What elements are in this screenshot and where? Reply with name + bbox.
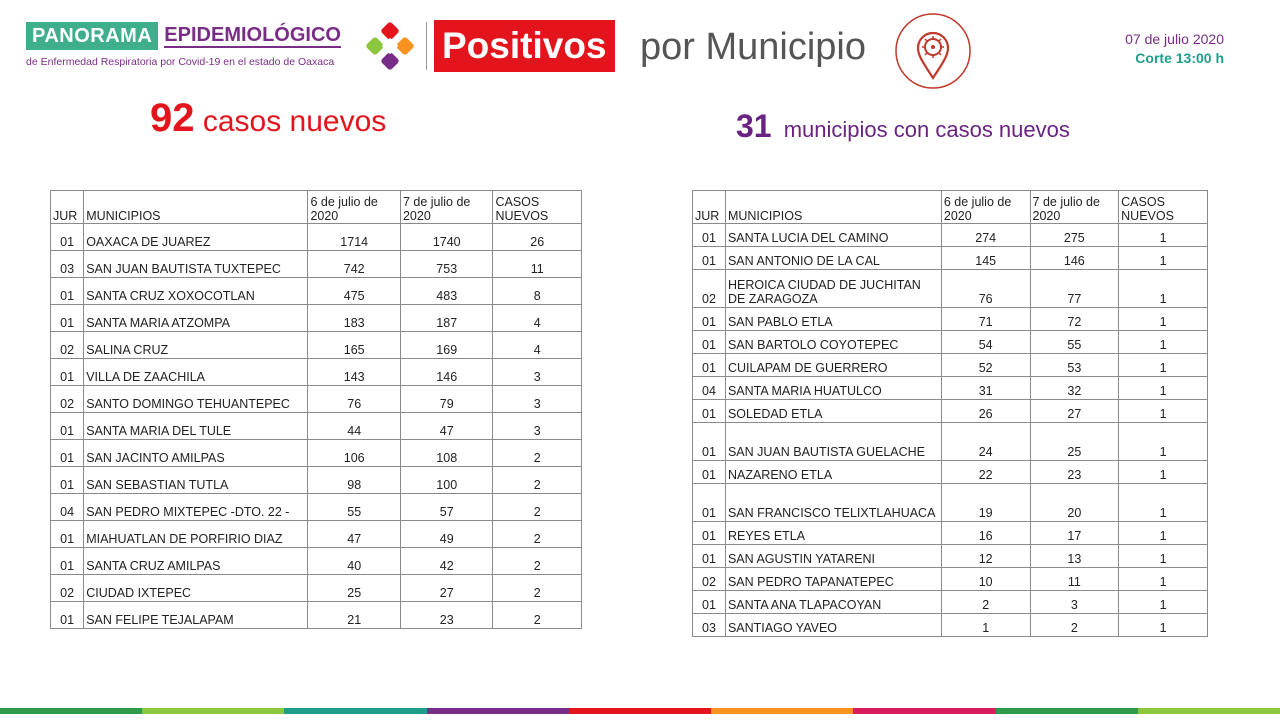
cell-cases-jul7: 20 bbox=[1030, 484, 1119, 522]
new-cases-label: casos nuevos bbox=[202, 105, 387, 138]
bar-segment bbox=[569, 708, 711, 714]
header-divider bbox=[426, 22, 427, 70]
cell-jur: 01 bbox=[693, 354, 726, 377]
table-row bbox=[693, 423, 1208, 461]
cell-jur: 01 bbox=[693, 400, 726, 423]
cell-jur: 01 bbox=[693, 331, 726, 354]
cell-new-cases: 1 bbox=[1119, 461, 1208, 484]
cell-cases-jul7: 187 bbox=[400, 305, 493, 332]
table-row bbox=[51, 548, 582, 575]
table-row bbox=[693, 224, 1208, 247]
col-municipios-header: MUNICIPIOS bbox=[84, 191, 308, 224]
cell-new-cases: 1 bbox=[1119, 484, 1208, 522]
cell-municipio: SAN PEDRO MIXTEPEC -DTO. 22 - bbox=[84, 494, 308, 521]
table-header-row bbox=[51, 191, 582, 224]
col-date1-header: 6 de julio de 2020 bbox=[308, 191, 401, 224]
col-casos-header: CASOS NUEVOS bbox=[1119, 191, 1208, 224]
brand-title: EPIDEMIOLÓGICO bbox=[164, 24, 341, 46]
cell-cases-jul6: 54 bbox=[941, 331, 1030, 354]
cell-cases-jul6: 106 bbox=[308, 440, 401, 467]
cell-cases-jul7: 11 bbox=[1030, 568, 1119, 591]
cell-cases-jul7: 3 bbox=[1030, 591, 1119, 614]
cell-cases-jul6: 76 bbox=[941, 270, 1030, 308]
cell-cases-jul7: 27 bbox=[400, 575, 493, 602]
cell-new-cases: 2 bbox=[493, 467, 582, 494]
cell-municipio: SANTA CRUZ AMILPAS bbox=[84, 548, 308, 575]
cell-cases-jul7: 1740 bbox=[400, 224, 493, 251]
cell-new-cases: 1 bbox=[1119, 270, 1208, 308]
cell-cases-jul7: 23 bbox=[400, 602, 493, 629]
cell-jur: 03 bbox=[51, 251, 84, 278]
table-row bbox=[51, 440, 582, 467]
cell-cases-jul6: 1 bbox=[941, 614, 1030, 637]
cell-cases-jul6: 71 bbox=[941, 308, 1030, 331]
col-date2-header: 7 de julio de 2020 bbox=[400, 191, 493, 224]
cell-jur: 01 bbox=[51, 278, 84, 305]
new-cases-number: 92 bbox=[150, 96, 195, 140]
table-row bbox=[51, 467, 582, 494]
table-row bbox=[51, 278, 582, 305]
cell-cases-jul7: 79 bbox=[400, 386, 493, 413]
cell-jur: 02 bbox=[51, 332, 84, 359]
cell-jur: 04 bbox=[693, 377, 726, 400]
table-row bbox=[693, 591, 1208, 614]
cell-cases-jul6: 183 bbox=[308, 305, 401, 332]
cell-jur: 01 bbox=[51, 521, 84, 548]
table-row bbox=[693, 545, 1208, 568]
cell-municipio: SAN PEDRO TAPANATEPEC bbox=[725, 568, 941, 591]
table-row bbox=[693, 614, 1208, 637]
cell-new-cases: 1 bbox=[1119, 308, 1208, 331]
cell-municipio: HEROICA CIUDAD DE JUCHITAN DE ZARAGOZA bbox=[725, 270, 941, 308]
cell-cases-jul6: 1714 bbox=[308, 224, 401, 251]
cell-jur: 01 bbox=[51, 359, 84, 386]
table-row bbox=[693, 522, 1208, 545]
cell-cases-jul6: 21 bbox=[308, 602, 401, 629]
table-row bbox=[51, 575, 582, 602]
cell-cases-jul7: 146 bbox=[400, 359, 493, 386]
cell-new-cases: 1 bbox=[1119, 331, 1208, 354]
cell-cases-jul7: 100 bbox=[400, 467, 493, 494]
cell-new-cases: 11 bbox=[493, 251, 582, 278]
cell-municipio: SAN ANTONIO DE LA CAL bbox=[725, 247, 941, 270]
bar-segment bbox=[0, 708, 142, 714]
cell-municipio: SALINA CRUZ bbox=[84, 332, 308, 359]
cell-new-cases: 1 bbox=[1119, 247, 1208, 270]
cell-cases-jul7: 146 bbox=[1030, 247, 1119, 270]
col-jur-header: JUR bbox=[693, 191, 726, 224]
cell-cases-jul6: 52 bbox=[941, 354, 1030, 377]
municipalities-summary bbox=[736, 108, 1070, 145]
cell-new-cases: 2 bbox=[493, 548, 582, 575]
table-row bbox=[693, 461, 1208, 484]
cell-cases-jul7: 169 bbox=[400, 332, 493, 359]
cell-new-cases: 1 bbox=[1119, 224, 1208, 247]
cell-new-cases: 1 bbox=[1119, 545, 1208, 568]
cell-cases-jul6: 26 bbox=[941, 400, 1030, 423]
cell-cases-jul7: 55 bbox=[1030, 331, 1119, 354]
cell-new-cases: 1 bbox=[1119, 522, 1208, 545]
cases-table-left bbox=[50, 190, 582, 629]
cell-cases-jul6: 44 bbox=[308, 413, 401, 440]
oaxaca-logo-icon bbox=[366, 22, 414, 70]
cell-cases-jul7: 53 bbox=[1030, 354, 1119, 377]
cell-municipio: SANTA LUCIA DEL CAMINO bbox=[725, 224, 941, 247]
cell-new-cases: 8 bbox=[493, 278, 582, 305]
table-row bbox=[51, 413, 582, 440]
cell-new-cases: 26 bbox=[493, 224, 582, 251]
cell-municipio: SAN JACINTO AMILPAS bbox=[84, 440, 308, 467]
table-row bbox=[693, 354, 1208, 377]
table-row bbox=[693, 331, 1208, 354]
cell-jur: 01 bbox=[51, 548, 84, 575]
brand-tag: PANORAMA bbox=[26, 22, 158, 50]
cell-cases-jul6: 24 bbox=[941, 423, 1030, 461]
cell-cases-jul6: 31 bbox=[941, 377, 1030, 400]
cell-jur: 02 bbox=[51, 386, 84, 413]
cell-jur: 01 bbox=[693, 308, 726, 331]
cell-new-cases: 1 bbox=[1119, 400, 1208, 423]
col-casos-header: CASOS NUEVOS bbox=[493, 191, 582, 224]
municipalities-label: municipios con casos nuevos bbox=[783, 117, 1070, 142]
cell-jur: 01 bbox=[693, 224, 726, 247]
table-row bbox=[693, 377, 1208, 400]
cell-cases-jul7: 753 bbox=[400, 251, 493, 278]
cell-cases-jul6: 55 bbox=[308, 494, 401, 521]
cell-cases-jul7: 77 bbox=[1030, 270, 1119, 308]
cell-municipio: SAN FELIPE TEJALAPAM bbox=[84, 602, 308, 629]
cell-new-cases: 1 bbox=[1119, 614, 1208, 637]
cell-cases-jul7: 13 bbox=[1030, 545, 1119, 568]
cell-cases-jul7: 49 bbox=[400, 521, 493, 548]
cell-jur: 01 bbox=[693, 423, 726, 461]
virus-location-pin-icon bbox=[894, 12, 972, 90]
cell-new-cases: 2 bbox=[493, 575, 582, 602]
cell-cases-jul6: 76 bbox=[308, 386, 401, 413]
table-row bbox=[51, 305, 582, 332]
cell-municipio: SANTO DOMINGO TEHUANTEPEC bbox=[84, 386, 308, 413]
brand-logo bbox=[26, 22, 360, 68]
cell-new-cases: 1 bbox=[1119, 354, 1208, 377]
cell-new-cases: 1 bbox=[1119, 377, 1208, 400]
cell-cases-jul7: 2 bbox=[1030, 614, 1119, 637]
cell-municipio: SAN PABLO ETLA bbox=[725, 308, 941, 331]
cell-new-cases: 2 bbox=[493, 521, 582, 548]
bar-segment bbox=[853, 708, 995, 714]
bar-segment bbox=[996, 708, 1138, 714]
brand-subtitle: de Enfermedad Respiratoria por Covid-19 en el estado de Oaxaca bbox=[26, 56, 335, 68]
cell-cases-jul6: 16 bbox=[941, 522, 1030, 545]
cell-municipio: SAN JUAN BAUTISTA GUELACHE bbox=[725, 423, 941, 461]
cell-municipio: SOLEDAD ETLA bbox=[725, 400, 941, 423]
cell-new-cases: 1 bbox=[1119, 423, 1208, 461]
cell-new-cases: 4 bbox=[493, 305, 582, 332]
cell-new-cases: 3 bbox=[493, 413, 582, 440]
cell-municipio: SAN AGUSTIN YATARENI bbox=[725, 545, 941, 568]
table-row bbox=[51, 494, 582, 521]
cell-municipio: MIAHUATLAN DE PORFIRIO DIAZ bbox=[84, 521, 308, 548]
cell-new-cases: 1 bbox=[1119, 568, 1208, 591]
cell-municipio: REYES ETLA bbox=[725, 522, 941, 545]
cases-table-right bbox=[692, 190, 1208, 637]
cell-jur: 01 bbox=[693, 522, 726, 545]
cell-cases-jul7: 32 bbox=[1030, 377, 1119, 400]
cell-cases-jul6: 25 bbox=[308, 575, 401, 602]
cell-municipio: SANTA ANA TLAPACOYAN bbox=[725, 591, 941, 614]
cell-jur: 01 bbox=[693, 247, 726, 270]
cell-municipio: SANTIAGO YAVEO bbox=[725, 614, 941, 637]
cell-jur: 03 bbox=[693, 614, 726, 637]
cell-cases-jul7: 27 bbox=[1030, 400, 1119, 423]
cell-cases-jul7: 47 bbox=[400, 413, 493, 440]
cell-jur: 01 bbox=[693, 591, 726, 614]
cell-cases-jul7: 483 bbox=[400, 278, 493, 305]
table-row bbox=[51, 602, 582, 629]
cell-municipio: NAZARENO ETLA bbox=[725, 461, 941, 484]
cell-cases-jul7: 72 bbox=[1030, 308, 1119, 331]
cell-municipio: SAN JUAN BAUTISTA TUXTEPEC bbox=[84, 251, 308, 278]
cell-new-cases: 3 bbox=[493, 359, 582, 386]
cell-cases-jul6: 98 bbox=[308, 467, 401, 494]
bar-segment bbox=[711, 708, 853, 714]
col-date2-header: 7 de julio de 2020 bbox=[1030, 191, 1119, 224]
cell-jur: 04 bbox=[51, 494, 84, 521]
cell-municipio: SAN FRANCISCO TELIXTLAHUACA bbox=[725, 484, 941, 522]
cell-new-cases: 3 bbox=[493, 386, 582, 413]
table-row bbox=[51, 359, 582, 386]
cell-jur: 01 bbox=[51, 602, 84, 629]
cell-cases-jul6: 145 bbox=[941, 247, 1030, 270]
cell-cases-jul6: 40 bbox=[308, 548, 401, 575]
cell-cases-jul6: 274 bbox=[941, 224, 1030, 247]
cell-cases-jul7: 17 bbox=[1030, 522, 1119, 545]
cell-jur: 01 bbox=[51, 413, 84, 440]
cell-cases-jul7: 23 bbox=[1030, 461, 1119, 484]
table-row bbox=[693, 308, 1208, 331]
table-row bbox=[51, 224, 582, 251]
cell-cases-jul6: 742 bbox=[308, 251, 401, 278]
cell-cases-jul6: 12 bbox=[941, 545, 1030, 568]
cell-municipio: SANTA MARIA HUATULCO bbox=[725, 377, 941, 400]
cell-municipio: SAN BARTOLO COYOTEPEC bbox=[725, 331, 941, 354]
cell-cases-jul7: 57 bbox=[400, 494, 493, 521]
municipalities-number: 31 bbox=[736, 108, 772, 144]
table-header-row bbox=[693, 191, 1208, 224]
cell-cases-jul7: 25 bbox=[1030, 423, 1119, 461]
cell-cases-jul6: 19 bbox=[941, 484, 1030, 522]
cell-jur: 02 bbox=[693, 270, 726, 308]
cell-new-cases: 2 bbox=[493, 602, 582, 629]
table-row bbox=[51, 332, 582, 359]
new-cases-summary bbox=[150, 96, 386, 141]
cell-cases-jul7: 108 bbox=[400, 440, 493, 467]
cut-time: Corte 13:00 h bbox=[1135, 50, 1224, 66]
cell-cases-jul6: 10 bbox=[941, 568, 1030, 591]
cell-cases-jul7: 275 bbox=[1030, 224, 1119, 247]
cell-municipio: SAN SEBASTIAN TUTLA bbox=[84, 467, 308, 494]
cell-cases-jul6: 475 bbox=[308, 278, 401, 305]
cell-municipio: CUILAPAM DE GUERRERO bbox=[725, 354, 941, 377]
cell-jur: 01 bbox=[693, 461, 726, 484]
cell-cases-jul6: 2 bbox=[941, 591, 1030, 614]
cell-cases-jul6: 143 bbox=[308, 359, 401, 386]
bar-segment bbox=[284, 708, 426, 714]
cell-cases-jul6: 47 bbox=[308, 521, 401, 548]
cell-municipio: SANTA MARIA DEL TULE bbox=[84, 413, 308, 440]
cell-cases-jul6: 22 bbox=[941, 461, 1030, 484]
cell-municipio: SANTA MARIA ATZOMPA bbox=[84, 305, 308, 332]
cell-new-cases: 4 bbox=[493, 332, 582, 359]
table-row bbox=[693, 247, 1208, 270]
table-row bbox=[693, 568, 1208, 591]
table-row bbox=[693, 400, 1208, 423]
col-jur-header: JUR bbox=[51, 191, 84, 224]
cell-new-cases: 2 bbox=[493, 494, 582, 521]
table-row bbox=[51, 251, 582, 278]
cell-municipio: CIUDAD IXTEPEC bbox=[84, 575, 308, 602]
page-title: por Municipio bbox=[640, 26, 866, 68]
cell-jur: 02 bbox=[693, 568, 726, 591]
col-municipios-header: MUNICIPIOS bbox=[725, 191, 941, 224]
bar-segment bbox=[142, 708, 284, 714]
cell-jur: 01 bbox=[51, 224, 84, 251]
report-date bbox=[1125, 30, 1224, 68]
date-text: 07 de julio 2020 bbox=[1125, 31, 1224, 47]
cell-jur: 01 bbox=[693, 545, 726, 568]
cell-jur: 01 bbox=[51, 305, 84, 332]
col-date1-header: 6 de julio de 2020 bbox=[941, 191, 1030, 224]
cell-jur: 01 bbox=[51, 467, 84, 494]
cell-jur: 01 bbox=[693, 484, 726, 522]
bottom-color-bar bbox=[0, 708, 1280, 714]
cell-municipio: OAXACA DE JUAREZ bbox=[84, 224, 308, 251]
cell-jur: 02 bbox=[51, 575, 84, 602]
page-title-highlight: Positivos bbox=[434, 20, 615, 72]
bar-segment bbox=[1138, 708, 1280, 714]
table-row bbox=[51, 386, 582, 413]
cell-new-cases: 2 bbox=[493, 440, 582, 467]
cell-new-cases: 1 bbox=[1119, 591, 1208, 614]
table-row bbox=[51, 521, 582, 548]
cell-cases-jul6: 165 bbox=[308, 332, 401, 359]
cell-municipio: VILLA DE ZAACHILA bbox=[84, 359, 308, 386]
cell-jur: 01 bbox=[51, 440, 84, 467]
cell-cases-jul7: 42 bbox=[400, 548, 493, 575]
bar-segment bbox=[427, 708, 569, 714]
cell-municipio: SANTA CRUZ XOXOCOTLAN bbox=[84, 278, 308, 305]
table-row bbox=[693, 484, 1208, 522]
table-row bbox=[693, 270, 1208, 308]
